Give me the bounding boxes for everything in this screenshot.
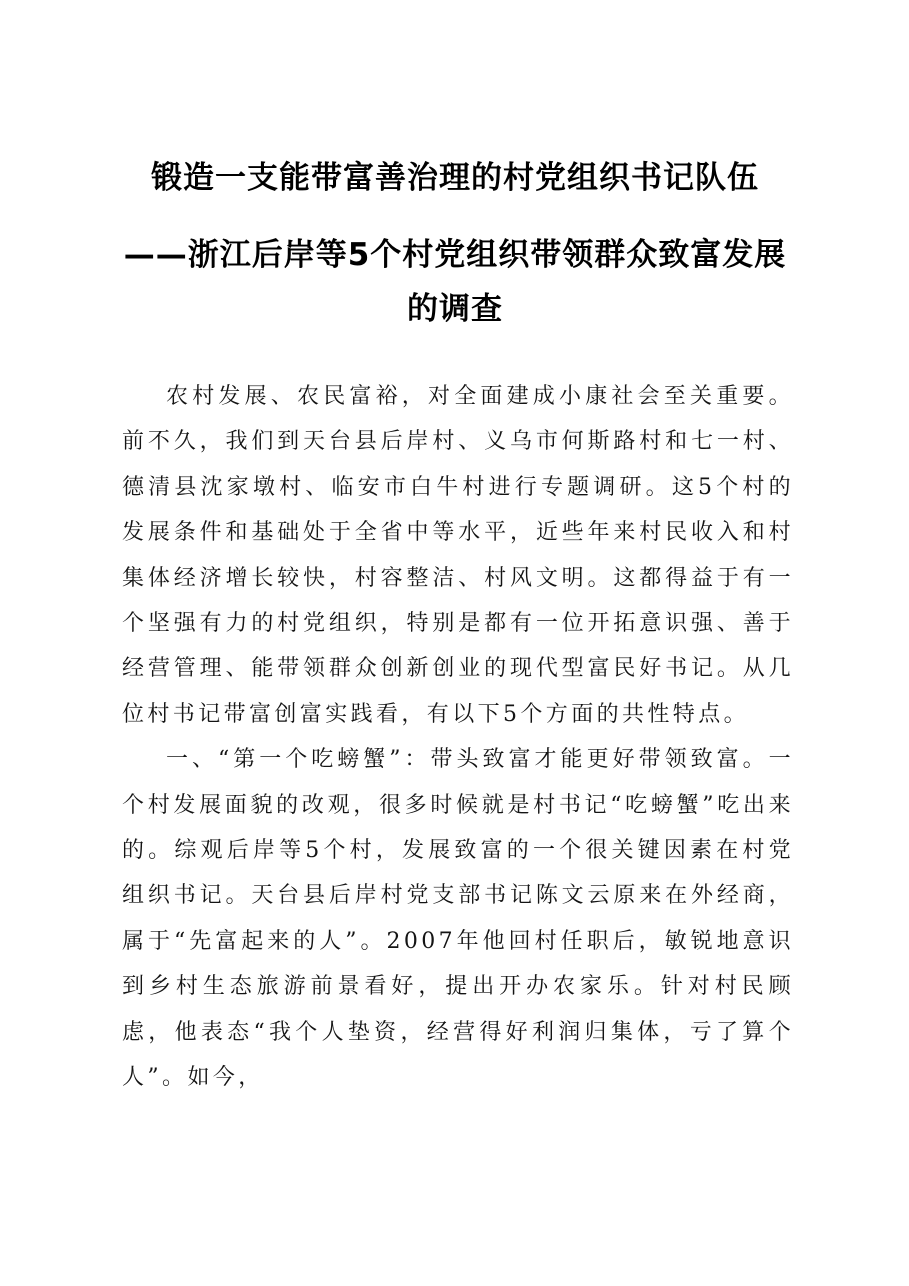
paragraph: 农村发展、农民富裕，对全面建成小康社会至关重要。前不久，我们到天台县后岸村、义乌市何斯路村和七一村、德清县沈家墩村、临安市白牛村进行专题调研。这5个村的发展条件和基础处于全省中等水平，近些年来村民收入和村集体经济增长较快，村容整洁、村风文明。这都得益于有一个坚强有力的村党组织，特别是都有一位开拓意识强、善于经营管理、能带领群众创新创业的现代型富民好书记。从几位村书记带富创富实践看，有以下5个方面的共性特点。: [122, 384, 794, 727]
title-block: [110, 156, 800, 336]
document-body: [122, 374, 794, 1101]
paragraph: 一、“第一个吃螃蟹”：带头致富才能更好带领致富。一个村发展面貌的改观，很多时候就是村书记“吃螃蟹”吃出来的。综观后岸等5个村，发展致富的一个很关键因素在村党组织书记。天台县后岸村党支部书记陈文云原来在外经商，属于“先富起来的人”。2007年他回村任职后，敏锐地意识到乡村生态旅游前景看好，提出开办农家乐。针对村民顾虑，他表态“我个人垫资，经营得好利润归集体，亏了算个人”。如今，: [122, 747, 794, 1091]
document-title: 锻造一支能带富善治理的村党组织书记队伍: [151, 160, 759, 196]
document-subtitle: ——浙江后岸等5个村党组织带领群众致富发展的调查: [123, 237, 787, 327]
